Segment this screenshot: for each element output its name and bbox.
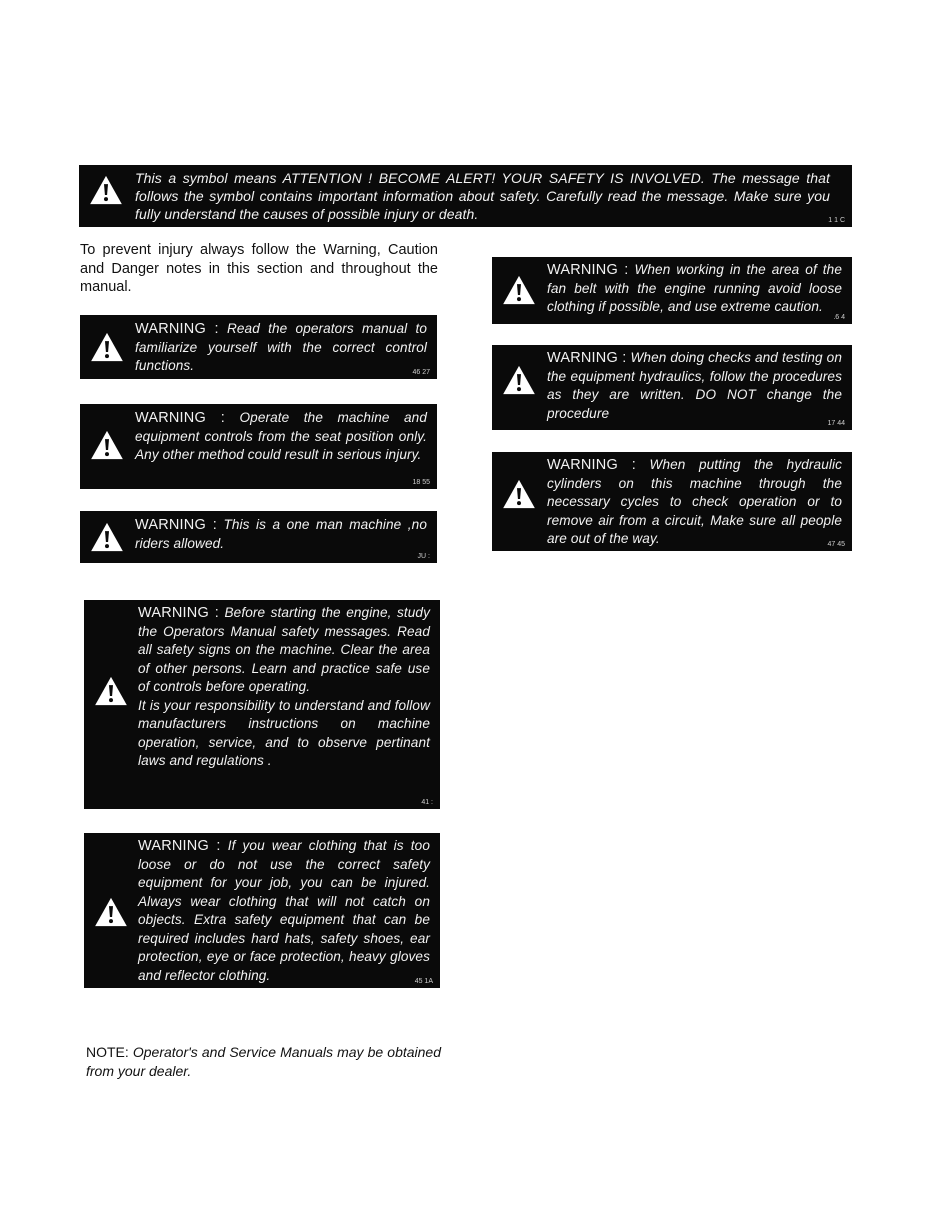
warning-label: WARNING : <box>135 517 217 533</box>
reference-code: 1 1 C <box>828 217 845 224</box>
reference-code: 17 44 <box>827 420 845 427</box>
warning-box <box>80 315 437 379</box>
warning-triangle-icon <box>502 275 536 305</box>
warning-text: When doing checks and testing on the equipment hydraulics, follow the procedures as they are written. DO NOT change the procedure <box>547 350 842 421</box>
warning-box <box>84 600 440 809</box>
intro-paragraph: To prevent injury always follow the Warning, Caution and Danger notes in this section and throughout the manual. <box>80 242 438 295</box>
warning-box <box>492 452 852 551</box>
warning-triangle-icon <box>89 175 123 205</box>
warning-box <box>492 345 852 430</box>
warning-triangle-icon <box>90 332 124 362</box>
warning-triangle-icon <box>94 676 128 706</box>
reference-code: JU : <box>417 553 430 560</box>
warning-text: Operate the machine and equipment controls from the seat position only. Any other method could result in serious injury. <box>135 410 427 462</box>
warning-text: If you wear clothing that is too loose or do not use the correct safety equipment for your job, you can be injured. Always wear clothing that will not catch on objects. Extra safety equipment that can be required includes hard hats, safety shoes, ear protection, eye or face protection, heavy gloves and reflector clothing. <box>138 838 430 983</box>
warning-text: This is a one man machine ,no riders allowed. <box>135 517 427 551</box>
attention-banner <box>79 165 852 227</box>
reference-code: .6 4 <box>833 314 845 321</box>
warning-triangle-icon <box>94 897 128 927</box>
warning-label: WARNING : <box>547 457 637 473</box>
warning-label: WARNING : <box>135 410 225 426</box>
warning-triangle-icon <box>90 522 124 552</box>
warning-box <box>80 404 437 489</box>
warning-triangle-icon <box>502 479 536 509</box>
reference-code: 18 55 <box>412 479 430 486</box>
warning-box <box>492 257 852 324</box>
warning-text: When working in the area of the fan belt with the engine running avoid loose clothing if possible, and use extreme caution. <box>547 262 842 314</box>
warning-triangle-icon <box>90 430 124 460</box>
attention-text: This a symbol means ATTENTION ! BECOME ALERT! YOUR SAFETY IS INVOLVED. The message that follows the symbol contains important information about safety. Carefully read the message. Make sure you fully understand the causes of possible injury or death. <box>135 170 830 222</box>
warning-text: Before starting the engine, study the Operators Manual safety messages. Read all safety signs on the machine. Clear the area of other persons. Learn and practice safe use of controls before operating. <box>138 605 430 694</box>
warning-label: WARNING : <box>135 321 219 337</box>
reference-code: 41 : <box>421 799 433 806</box>
note-text: Operator's and Service Manuals may be obtained from your dealer. <box>86 1044 441 1079</box>
warning-text: Read the operators manual to familiarize yourself with the correct control functions. <box>135 321 427 373</box>
dealer-note <box>86 1043 441 1080</box>
reference-code: 47 45 <box>827 541 845 548</box>
note-label: NOTE: <box>86 1044 129 1060</box>
reference-code: 45 1A <box>414 978 433 985</box>
warning-box <box>80 511 437 563</box>
warning-label: WARNING : <box>547 262 629 278</box>
warning-label: WARNING : <box>138 605 220 621</box>
warning-text: When putting the hydraulic cylinders on this machine through the necessary cycles to check operation or to remove air from a circuit, Make sure all people are out of the way. <box>547 457 842 546</box>
reference-code: 46 27 <box>412 369 430 376</box>
warning-text-continued: It is your responsibility to understand and follow manufacturers instructions on machine operation, service, and to observe pertinant laws and regulations . <box>138 697 430 768</box>
warning-triangle-icon <box>502 365 536 395</box>
warning-label: WARNING : <box>138 838 221 854</box>
warning-box <box>84 833 440 988</box>
warning-label: WARNING : <box>547 350 627 366</box>
